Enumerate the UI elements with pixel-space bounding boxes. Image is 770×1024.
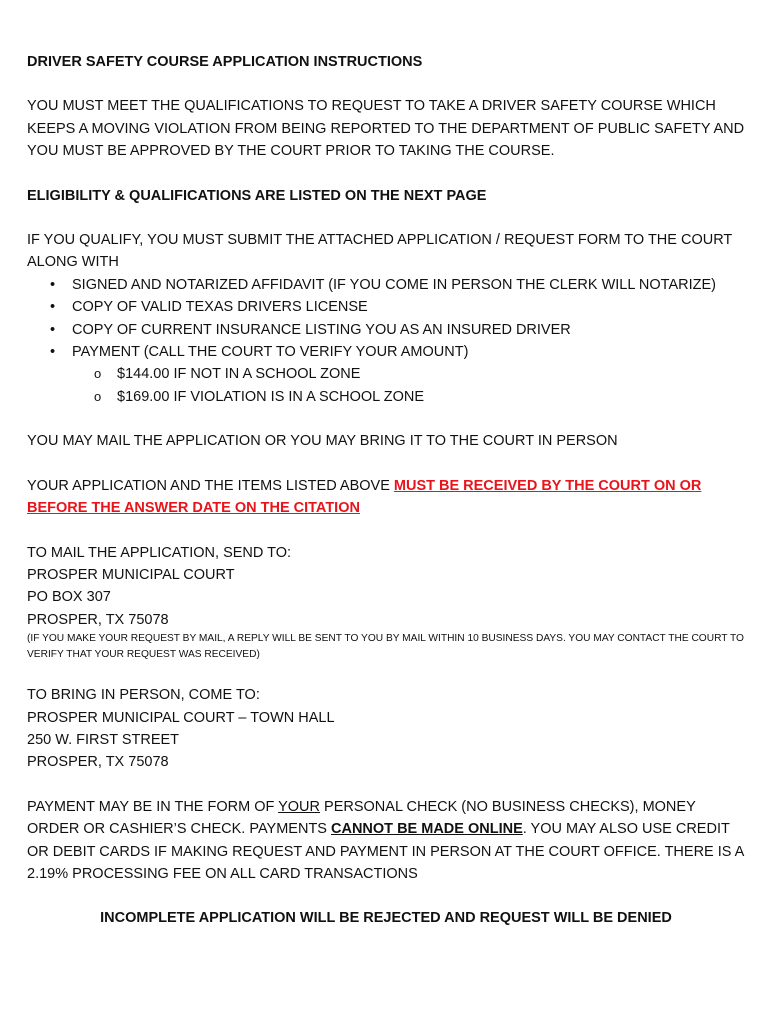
payment-option-school-zone: $169.00 IF VIOLATION IS IN A SCHOOL ZONE [117, 388, 425, 405]
payment-options-list [72, 363, 745, 408]
person-court-name: PROSPER MUNICIPAL COURT – TOWN HALL [27, 709, 335, 726]
in-person-address-block [27, 684, 745, 774]
requirement-license: COPY OF VALID TEXAS DRIVERS LICENSE [72, 299, 368, 316]
requirement-insurance: COPY OF CURRENT INSURANCE LISTING YOU AS AN INSURED DRIVER [72, 321, 571, 338]
page-title: DRIVER SAFETY COURSE APPLICATION INSTRUCTIONS [27, 54, 423, 70]
list-item [72, 363, 745, 385]
requirement-payment: PAYMENT (CALL THE COURT TO VERIFY YOUR AMOUNT) [72, 344, 469, 361]
mail-note: (IF YOU MAKE YOUR REQUEST BY MAIL, A REPLY WILL BE SENT TO YOU BY MAIL WITHIN 10 BUSINESS DAYS. YOU MAY CONTACT THE COURT TO VERIFY THAT YOUR REQUEST WAS RECEIVED) [27, 633, 744, 660]
list-item [27, 296, 745, 318]
person-city: PROSPER, TX 75078 [27, 754, 169, 771]
payment-text-1: PAYMENT MAY BE IN THE FORM OF [27, 798, 279, 815]
mail-po-box: PO BOX 307 [27, 589, 111, 606]
person-heading: TO BRING IN PERSON, COME TO: [27, 687, 260, 704]
list-item [27, 319, 745, 341]
deadline-paragraph [27, 475, 745, 520]
payment-your: YOUR [278, 798, 321, 815]
qualify-paragraph: IF YOU QUALIFY, YOU MUST SUBMIT THE ATTACHED APPLICATION / REQUEST FORM TO THE COURT ALONG WITH [27, 232, 732, 271]
payment-paragraph [27, 796, 745, 886]
instructions-body [27, 51, 745, 952]
payment-text-2: PERSONAL CHECK (NO BUSINESS CHECKS), MONEY ORDER OR CASHIER’S CHECK. PAYMENTS [27, 798, 696, 838]
deadline-lead: YOUR APPLICATION AND THE ITEMS LISTED ABOVE [27, 477, 394, 494]
incomplete-warning: INCOMPLETE APPLICATION WILL BE REJECTED AND REQUEST WILL BE DENIED [100, 910, 672, 927]
payment-text-3: . YOU MAY ALSO USE CREDIT OR DEBIT CARDS IF MAKING REQUEST AND PAYMENT IN PERSON AT THE COURT OFFICE. THERE IS A 2.19% PROCESSING FEE ON ALL CARD TRANSACTIONS [27, 821, 744, 882]
mail-court-name: PROSPER MUNICIPAL COURT [27, 566, 235, 583]
list-item [27, 274, 745, 296]
requirements-list [27, 274, 745, 408]
mail-heading: TO MAIL THE APPLICATION, SEND TO: [27, 544, 292, 561]
mail-city: PROSPER, TX 75078 [27, 611, 169, 628]
payment-online-warning: CANNOT BE MADE ONLINE [331, 821, 523, 838]
requirement-affidavit: SIGNED AND NOTARIZED AFFIDAVIT (IF YOU COME IN PERSON THE CLERK WILL NOTARIZE) [72, 276, 716, 293]
payment-option-regular: $144.00 IF NOT IN A SCHOOL ZONE [117, 366, 361, 383]
list-item [72, 386, 745, 408]
eligibility-notice: ELIGIBILITY & QUALIFICATIONS ARE LISTED ON THE NEXT PAGE [27, 187, 487, 204]
mail-address-block [27, 542, 745, 663]
intro-paragraph: YOU MUST MEET THE QUALIFICATIONS TO REQUEST TO TAKE A DRIVER SAFETY COURSE WHICH KEEPS A MOVING VIOLATION FROM BEING REPORTED TO THE DEPARTMENT OF PUBLIC SAFETY AND YOU MUST BE APPROVED BY THE COURT PRIOR TO TAKING THE COURSE. [27, 98, 745, 160]
list-item [27, 341, 745, 408]
deadline-emphasis: MUST BE RECEIVED BY THE COURT ON OR BEFORE THE ANSWER DATE ON THE CITATION [27, 477, 702, 517]
person-street: 250 W. FIRST STREET [27, 731, 180, 748]
mail-or-person-paragraph: YOU MAY MAIL THE APPLICATION OR YOU MAY BRING IT TO THE COURT IN PERSON [27, 433, 618, 450]
